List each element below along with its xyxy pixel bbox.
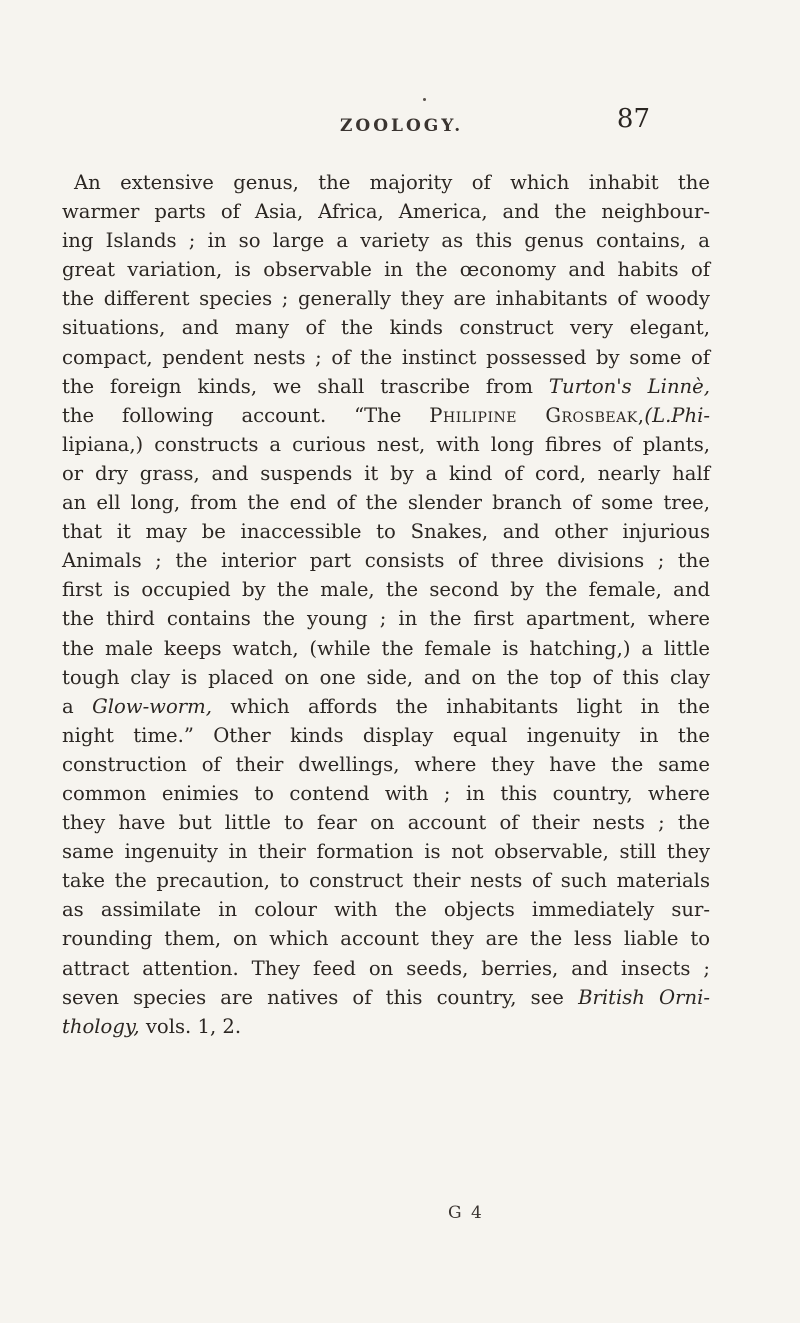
text-line: An extensive genus, the majority of which inhabit the xyxy=(74,171,710,194)
text-line: great variation, is observable in the œconomy and habits of xyxy=(62,258,710,282)
species-name: Philipine Grosbeak, xyxy=(429,403,645,427)
text-segment: vols. 1, 2. xyxy=(145,1014,242,1038)
text-line: rounding them, on which account they are the less liable to xyxy=(62,927,710,951)
text-line xyxy=(62,372,710,401)
text-segment: seven species are natives of this country, see xyxy=(62,985,564,1009)
text-line: take the precaution, to construct their nests of such materials xyxy=(62,869,710,893)
latin-name: (L.Phi- xyxy=(644,403,710,427)
text-line: an ell long, from the end of the slender branch of some tree, xyxy=(62,491,710,515)
text-segment: a xyxy=(62,694,74,718)
text-line: that it may be inaccessible to Snakes, and other injurious xyxy=(62,520,710,544)
running-head: ZOOLOGY. xyxy=(340,116,464,136)
italic-reference: British Orni- xyxy=(578,985,710,1009)
text-line: common enimies to contend with ; in this country, where xyxy=(62,781,710,805)
text-line xyxy=(62,983,710,1012)
text-line xyxy=(62,692,710,721)
text-line: the different species ; generally they are inhabitants of woody xyxy=(62,287,710,311)
text-line: attract attention. They feed on seeds, berries, and insects ; xyxy=(62,956,710,980)
text-line xyxy=(62,401,710,430)
body-text xyxy=(62,168,710,1041)
text-line: as assimilate in colour with the objects immediately sur- xyxy=(62,898,710,922)
text-segment: which affords the inhabitants light in the xyxy=(230,694,710,718)
text-line xyxy=(62,1012,710,1041)
text-line: the male keeps watch, (while the female is hatching,) a little xyxy=(62,636,710,660)
page-number: 87 xyxy=(616,104,650,134)
text-segment: the foreign kinds, we shall trascribe from xyxy=(62,374,533,398)
text-line: or dry grass, and suspends it by a kind of cord, nearly half xyxy=(62,461,710,485)
ink-speck xyxy=(423,98,426,101)
signature-mark: G 4 xyxy=(448,1203,484,1223)
italic-reference: thology, xyxy=(62,1014,140,1038)
text-line: situations, and many of the kinds construct very elegant, xyxy=(62,316,710,340)
text-line: Animals ; the interior part consists of three divisions ; the xyxy=(62,549,710,573)
italic-term: Glow-worm, xyxy=(92,694,212,718)
text-line: compact, pendent nests ; of the instinct possessed by some of xyxy=(62,345,710,369)
text-line: the third contains the young ; in the first apartment, where xyxy=(62,607,710,631)
text-line: they have but little to fear on account of their nests ; the xyxy=(62,811,710,835)
italic-reference: Turton's Linnè, xyxy=(548,374,711,398)
text-line: tough clay is placed on one side, and on the top of this clay xyxy=(62,665,710,689)
text-line: construction of their dwellings, where they have the same xyxy=(62,752,710,776)
text-line: night time.” Other kinds display equal ingenuity in the xyxy=(62,723,710,747)
text-line: first is occupied by the male, the second by the female, and xyxy=(62,578,710,602)
text-line: ing Islands ; in so large a variety as this genus contains, a xyxy=(62,229,710,253)
text-line: same ingenuity in their formation is not observable, still they xyxy=(62,840,710,864)
page-header xyxy=(260,104,680,152)
text-line: warmer parts of Asia, Africa, America, and the neighbour- xyxy=(62,200,710,224)
text-line: lipiana,) constructs a curious nest, with long fibres of plants, xyxy=(62,432,710,456)
text-segment: the following account. “The xyxy=(62,403,402,427)
